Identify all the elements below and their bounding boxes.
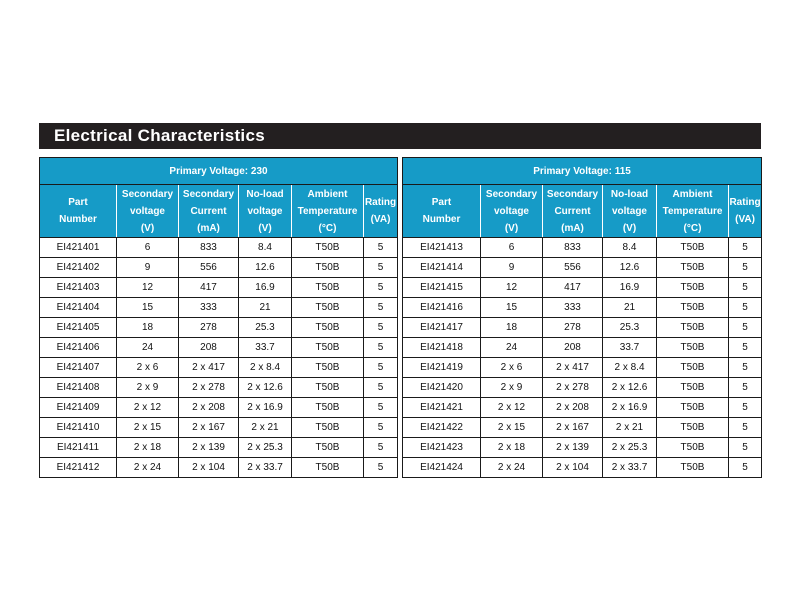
cell-no-load-voltage: 2 x 16.9 (603, 398, 657, 418)
cell-no-load-voltage: 21 (239, 298, 292, 318)
cell-no-load-voltage: 2 x 8.4 (239, 358, 292, 378)
cell-ambient-temperature: T50B (292, 358, 364, 378)
cell-ambient-temperature: T50B (292, 298, 364, 318)
cell-no-load-voltage: 2 x 12.6 (603, 378, 657, 398)
header-line: Temperature (662, 205, 723, 217)
cell-secondary-current: 278 (543, 318, 603, 338)
header-line: Temperature (297, 205, 358, 217)
header-no-load-voltage (239, 185, 292, 238)
cell-rating: 5 (729, 418, 762, 438)
cell-secondary-voltage: 6 (117, 238, 179, 258)
cell-secondary-voltage: 2 x 12 (481, 398, 543, 418)
cell-no-load-voltage: 33.7 (603, 338, 657, 358)
cell-ambient-temperature: T50B (657, 458, 729, 478)
header-secondary-current (543, 185, 603, 238)
cell-secondary-current: 2 x 167 (543, 418, 603, 438)
cell-rating: 5 (364, 398, 398, 418)
header-rating (729, 185, 762, 238)
cell-part-number: EI421412 (40, 458, 117, 478)
table-row (403, 278, 762, 298)
cell-rating: 5 (729, 278, 762, 298)
cell-part-number: EI421423 (403, 438, 481, 458)
header-line: Secondary (121, 188, 174, 200)
table-caption: Primary Voltage: 230 (40, 158, 398, 185)
table-row (403, 378, 762, 398)
cell-no-load-voltage: 2 x 8.4 (603, 358, 657, 378)
cell-secondary-voltage: 18 (481, 318, 543, 338)
header-line: voltage (611, 205, 647, 217)
cell-no-load-voltage: 2 x 21 (603, 418, 657, 438)
table-primary-115 (402, 157, 762, 478)
header-line: No-load (246, 188, 284, 200)
cell-rating: 5 (364, 278, 398, 298)
cell-secondary-current: 417 (179, 278, 239, 298)
cell-ambient-temperature: T50B (292, 258, 364, 278)
cell-ambient-temperature: T50B (657, 238, 729, 258)
header-line: (°C) (318, 222, 337, 234)
cell-secondary-voltage: 18 (117, 318, 179, 338)
cell-no-load-voltage: 12.6 (239, 258, 292, 278)
cell-secondary-voltage: 12 (481, 278, 543, 298)
cell-no-load-voltage: 2 x 25.3 (603, 438, 657, 458)
table-row (403, 258, 762, 278)
cell-part-number: EI421403 (40, 278, 117, 298)
header-part-number (403, 185, 481, 238)
cell-secondary-voltage: 2 x 18 (117, 438, 179, 458)
header-line: Number (422, 214, 461, 225)
cell-part-number: EI421416 (403, 298, 481, 318)
cell-no-load-voltage: 25.3 (603, 318, 657, 338)
cell-rating: 5 (729, 338, 762, 358)
cell-secondary-voltage: 2 x 15 (117, 418, 179, 438)
cell-no-load-voltage: 2 x 21 (239, 418, 292, 438)
cell-no-load-voltage: 2 x 33.7 (239, 458, 292, 478)
cell-secondary-current: 833 (543, 238, 603, 258)
cell-rating: 5 (364, 358, 398, 378)
cell-secondary-voltage: 2 x 9 (117, 378, 179, 398)
cell-part-number: EI421421 (403, 398, 481, 418)
cell-rating: 5 (364, 238, 398, 258)
cell-part-number: EI421409 (40, 398, 117, 418)
table-body (40, 238, 398, 478)
table-body (403, 238, 762, 478)
cell-secondary-current: 2 x 278 (543, 378, 603, 398)
cell-rating: 5 (729, 318, 762, 338)
cell-ambient-temperature: T50B (292, 318, 364, 338)
cell-ambient-temperature: T50B (292, 278, 364, 298)
cell-part-number: EI421417 (403, 318, 481, 338)
cell-ambient-temperature: T50B (657, 398, 729, 418)
cell-secondary-voltage: 6 (481, 238, 543, 258)
cell-no-load-voltage: 2 x 12.6 (239, 378, 292, 398)
cell-secondary-current: 2 x 139 (179, 438, 239, 458)
cell-secondary-current: 2 x 278 (179, 378, 239, 398)
table-row (403, 318, 762, 338)
header-line: voltage (247, 205, 283, 217)
header-line: (V) (504, 222, 519, 234)
header-line: (VA) (370, 214, 391, 225)
cell-part-number: EI421422 (403, 418, 481, 438)
cell-rating: 5 (364, 318, 398, 338)
cell-ambient-temperature: T50B (657, 278, 729, 298)
table-row (40, 338, 398, 358)
cell-ambient-temperature: T50B (657, 258, 729, 278)
table-row (403, 298, 762, 318)
cell-part-number: EI421405 (40, 318, 117, 338)
cell-secondary-voltage: 2 x 6 (481, 358, 543, 378)
cell-rating: 5 (729, 358, 762, 378)
table-row (40, 378, 398, 398)
cell-ambient-temperature: T50B (657, 318, 729, 338)
cell-ambient-temperature: T50B (292, 418, 364, 438)
header-line: Part (431, 197, 452, 208)
table-caption: Primary Voltage: 115 (403, 158, 762, 185)
header-line: Rating (364, 197, 397, 208)
cell-part-number: EI421424 (403, 458, 481, 478)
cell-rating: 5 (364, 438, 398, 458)
header-line: Ambient (307, 188, 348, 200)
cell-no-load-voltage: 8.4 (603, 238, 657, 258)
header-line: Current (190, 205, 227, 217)
cell-rating: 5 (729, 438, 762, 458)
cell-no-load-voltage: 12.6 (603, 258, 657, 278)
cell-secondary-voltage: 12 (117, 278, 179, 298)
header-line: voltage (129, 205, 165, 217)
table-row (403, 338, 762, 358)
header-secondary-current (179, 185, 239, 238)
table-row (40, 398, 398, 418)
cell-ambient-temperature: T50B (292, 378, 364, 398)
header-line: Secondary (546, 188, 599, 200)
header-line: (mA) (561, 222, 584, 234)
cell-secondary-current: 333 (543, 298, 603, 318)
header-no-load-voltage (603, 185, 657, 238)
cell-secondary-voltage: 2 x 15 (481, 418, 543, 438)
cell-rating: 5 (364, 258, 398, 278)
table-row (40, 458, 398, 478)
cell-part-number: EI421420 (403, 378, 481, 398)
cell-ambient-temperature: T50B (292, 238, 364, 258)
cell-part-number: EI421406 (40, 338, 117, 358)
table-row (40, 318, 398, 338)
cell-secondary-current: 278 (179, 318, 239, 338)
header-line: Rating (729, 197, 761, 208)
cell-part-number: EI421402 (40, 258, 117, 278)
cell-no-load-voltage: 8.4 (239, 238, 292, 258)
cell-rating: 5 (364, 378, 398, 398)
table-row (40, 438, 398, 458)
header-line: Part (68, 197, 88, 208)
cell-rating: 5 (364, 458, 398, 478)
column-headers (403, 185, 762, 238)
cell-secondary-voltage: 2 x 12 (117, 398, 179, 418)
cell-secondary-voltage: 24 (481, 338, 543, 358)
table-primary-230 (39, 157, 398, 478)
cell-no-load-voltage: 16.9 (603, 278, 657, 298)
table-row (40, 238, 398, 258)
cell-ambient-temperature: T50B (657, 358, 729, 378)
table-row (40, 358, 398, 378)
cell-secondary-current: 2 x 208 (179, 398, 239, 418)
table-row (40, 258, 398, 278)
cell-ambient-temperature: T50B (657, 298, 729, 318)
table-row (403, 398, 762, 418)
column-headers (40, 185, 398, 238)
cell-rating: 5 (729, 378, 762, 398)
table-row (40, 298, 398, 318)
cell-secondary-voltage: 9 (117, 258, 179, 278)
cell-part-number: EI421410 (40, 418, 117, 438)
header-line: No-load (610, 188, 649, 200)
cell-secondary-voltage: 15 (117, 298, 179, 318)
cell-ambient-temperature: T50B (292, 458, 364, 478)
cell-secondary-current: 2 x 139 (543, 438, 603, 458)
header-line: (VA) (735, 214, 755, 225)
header-secondary-voltage (481, 185, 543, 238)
header-line: (V) (140, 222, 155, 234)
cell-part-number: EI421419 (403, 358, 481, 378)
table-row (403, 238, 762, 258)
cell-no-load-voltage: 16.9 (239, 278, 292, 298)
cell-part-number: EI421408 (40, 378, 117, 398)
header-secondary-voltage (117, 185, 179, 238)
cell-secondary-voltage: 2 x 24 (117, 458, 179, 478)
header-line: (mA) (197, 222, 220, 234)
header-line: Number (59, 214, 97, 225)
cell-part-number: EI421413 (403, 238, 481, 258)
table-row (40, 418, 398, 438)
cell-rating: 5 (729, 458, 762, 478)
cell-part-number: EI421401 (40, 238, 117, 258)
table-row (403, 358, 762, 378)
cell-secondary-current: 2 x 417 (543, 358, 603, 378)
cell-part-number: EI421407 (40, 358, 117, 378)
header-line: (V) (258, 222, 272, 234)
header-line: voltage (493, 205, 529, 217)
header-part-number (40, 185, 117, 238)
cell-secondary-current: 333 (179, 298, 239, 318)
cell-no-load-voltage: 2 x 25.3 (239, 438, 292, 458)
cell-ambient-temperature: T50B (657, 438, 729, 458)
cell-ambient-temperature: T50B (292, 338, 364, 358)
cell-no-load-voltage: 33.7 (239, 338, 292, 358)
cell-secondary-current: 2 x 167 (179, 418, 239, 438)
header-line: Secondary (485, 188, 538, 200)
cell-rating: 5 (729, 238, 762, 258)
cell-rating: 5 (729, 398, 762, 418)
cell-secondary-current: 2 x 104 (543, 458, 603, 478)
cell-secondary-current: 833 (179, 238, 239, 258)
table-row (403, 458, 762, 478)
cell-secondary-current: 2 x 417 (179, 358, 239, 378)
cell-ambient-temperature: T50B (657, 378, 729, 398)
cell-secondary-voltage: 2 x 9 (481, 378, 543, 398)
cell-rating: 5 (729, 298, 762, 318)
cell-part-number: EI421411 (40, 438, 117, 458)
cell-part-number: EI421414 (403, 258, 481, 278)
cell-secondary-voltage: 15 (481, 298, 543, 318)
cell-secondary-voltage: 24 (117, 338, 179, 358)
cell-part-number: EI421415 (403, 278, 481, 298)
cell-secondary-current: 2 x 104 (179, 458, 239, 478)
cell-no-load-voltage: 2 x 16.9 (239, 398, 292, 418)
cell-ambient-temperature: T50B (292, 438, 364, 458)
cell-no-load-voltage: 25.3 (239, 318, 292, 338)
cell-secondary-current: 208 (179, 338, 239, 358)
cell-secondary-current: 2 x 208 (543, 398, 603, 418)
header-line: (°C) (683, 222, 702, 234)
table-row (403, 418, 762, 438)
cell-rating: 5 (364, 298, 398, 318)
header-line: Ambient (672, 188, 713, 200)
cell-secondary-current: 556 (179, 258, 239, 278)
cell-secondary-voltage: 9 (481, 258, 543, 278)
header-ambient-temperature (657, 185, 729, 238)
header-line: (V) (622, 222, 637, 234)
table-row (40, 278, 398, 298)
cell-ambient-temperature: T50B (292, 398, 364, 418)
cell-ambient-temperature: T50B (657, 418, 729, 438)
header-rating (364, 185, 398, 238)
cell-secondary-voltage: 2 x 18 (481, 438, 543, 458)
cell-secondary-current: 208 (543, 338, 603, 358)
cell-secondary-current: 556 (543, 258, 603, 278)
cell-no-load-voltage: 2 x 33.7 (603, 458, 657, 478)
cell-secondary-voltage: 2 x 24 (481, 458, 543, 478)
cell-secondary-voltage: 2 x 6 (117, 358, 179, 378)
cell-ambient-temperature: T50B (657, 338, 729, 358)
cell-rating: 5 (364, 418, 398, 438)
section-title: Electrical Characteristics (39, 123, 761, 149)
header-ambient-temperature (292, 185, 364, 238)
cell-rating: 5 (729, 258, 762, 278)
cell-no-load-voltage: 21 (603, 298, 657, 318)
cell-part-number: EI421404 (40, 298, 117, 318)
header-line: Current (554, 205, 591, 217)
cell-rating: 5 (364, 338, 398, 358)
cell-part-number: EI421418 (403, 338, 481, 358)
header-line: Secondary (182, 188, 235, 200)
cell-secondary-current: 417 (543, 278, 603, 298)
table-row (403, 438, 762, 458)
